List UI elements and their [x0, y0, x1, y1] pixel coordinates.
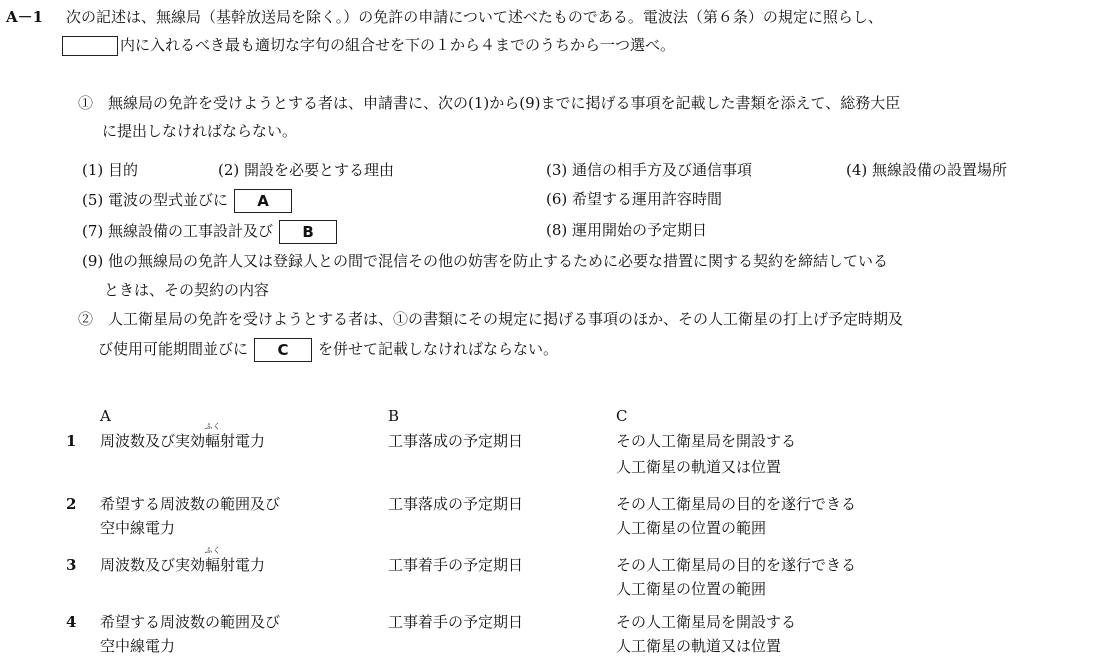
choice-3-a — [100, 546, 266, 575]
question-line-1: 次の記述は、無線局（基幹放送局を除く。）の免許の申請について述べたものである。電波法（第６条）の規定に照らし、 — [66, 8, 883, 26]
choice-4-number[interactable]: 4 — [66, 613, 77, 631]
paragraph-1-line-1: ① 無線局の免許を受けようとする者は、申請書に、次の(1)から(9)までに掲げる事項を記載した書類を添えて、総務大臣 — [78, 94, 901, 112]
choice-4-b: 工事着手の予定期日 — [388, 613, 524, 631]
item-7 — [82, 220, 343, 244]
item-5 — [82, 189, 298, 213]
column-header-c: C — [616, 407, 628, 425]
choice-1-b: 工事落成の予定期日 — [388, 432, 524, 450]
choice-1-number[interactable]: 1 — [66, 432, 77, 450]
choice-1-a-ruby-kanji — [204, 422, 221, 451]
choice-3-a-post: 射電力 — [220, 556, 266, 574]
choice-4-a-line-1: 希望する周波数の範囲及び — [100, 613, 281, 631]
item-6: (6) 希望する運用許容時間 — [546, 190, 723, 208]
choice-2-a-line-2: 空中線電力 — [100, 519, 176, 537]
paragraph-2-line-2-post: を併せて記載しなければならない。 — [318, 340, 559, 358]
choice-1-a — [100, 422, 266, 451]
column-header-a: A — [100, 407, 111, 425]
choice-3-a-ruby: ふく — [204, 546, 221, 555]
choice-1-a-kanji: 輻 — [205, 432, 221, 450]
paragraph-2-line-2-pre: び使用可能期間並びに — [98, 340, 249, 358]
item-3: (3) 通信の相手方及び通信事項 — [546, 161, 753, 179]
choice-4-c-line-1: その人工衛星局を開設する — [616, 613, 797, 631]
blank-c: C — [254, 338, 312, 362]
choice-3-a-kanji: 輻 — [205, 556, 221, 574]
choice-4-c-line-2: 人工衛星の軌道又は位置 — [616, 637, 782, 655]
choice-2-c-line-1: その人工衛星局の目的を遂行できる — [616, 495, 857, 513]
blank-box — [62, 36, 118, 56]
item-8: (8) 運用開始の予定期日 — [546, 221, 708, 239]
choice-1-a-ruby: ふく — [204, 422, 221, 431]
column-header-b: B — [388, 407, 400, 425]
choice-1-c-line-1: その人工衛星局を開設する — [616, 432, 797, 450]
choice-2-b: 工事落成の予定期日 — [388, 495, 524, 513]
item-5-text: (5) 電波の型式並びに — [82, 191, 229, 209]
choice-1-a-post: 射電力 — [220, 432, 266, 450]
choice-1-a-pre: 周波数及び実効 — [100, 432, 206, 450]
choice-3-c-line-1: その人工衛星局の目的を遂行できる — [616, 556, 857, 574]
blank-b: B — [279, 220, 337, 244]
question-line-2 — [60, 35, 675, 56]
item-2: (2) 開設を必要とする理由 — [218, 161, 395, 179]
choice-3-a-ruby-kanji — [204, 546, 221, 575]
item-1: (1) 目的 — [82, 161, 139, 179]
choice-3-number[interactable]: 3 — [66, 556, 77, 574]
choice-2-number[interactable]: 2 — [66, 495, 77, 513]
choice-3-a-pre: 周波数及び実効 — [100, 556, 206, 574]
blank-a: A — [234, 189, 292, 213]
question-line-2-text: 内に入れるべき最も適切な字句の組合せを下の１から４までのうちから一つ選べ。 — [120, 36, 676, 54]
item-7-text: (7) 無線設備の工事設計及び — [82, 222, 274, 240]
paragraph-2-line-1: ② 人工衛星局の免許を受けようとする者は、①の書類にその規定に掲げる事項のほか、その人工衛星の打上げ予定時期及 — [78, 310, 904, 328]
choice-3-b: 工事着手の予定期日 — [388, 556, 524, 574]
choice-3-c-line-2: 人工衛星の位置の範囲 — [616, 580, 767, 598]
choice-4-a-line-2: 空中線電力 — [100, 637, 176, 655]
paragraph-1-line-2: に提出しなければならない。 — [102, 122, 298, 140]
item-9-line-2: ときは、その契約の内容 — [104, 281, 270, 299]
item-4: (4) 無線設備の設置場所 — [846, 161, 1008, 179]
choice-1-c-line-2: 人工衛星の軌道又は位置 — [616, 458, 782, 476]
item-9-line-1: (9) 他の無線局の免許人又は登録人との間で混信その他の妨害を防止するために必要な措置に関する契約を締結している — [82, 252, 889, 270]
choice-2-c-line-2: 人工衛星の位置の範囲 — [616, 519, 767, 537]
paragraph-2-line-2 — [98, 338, 558, 362]
question-number: A－1 — [6, 8, 44, 26]
choice-2-a-line-1: 希望する周波数の範囲及び — [100, 495, 281, 513]
